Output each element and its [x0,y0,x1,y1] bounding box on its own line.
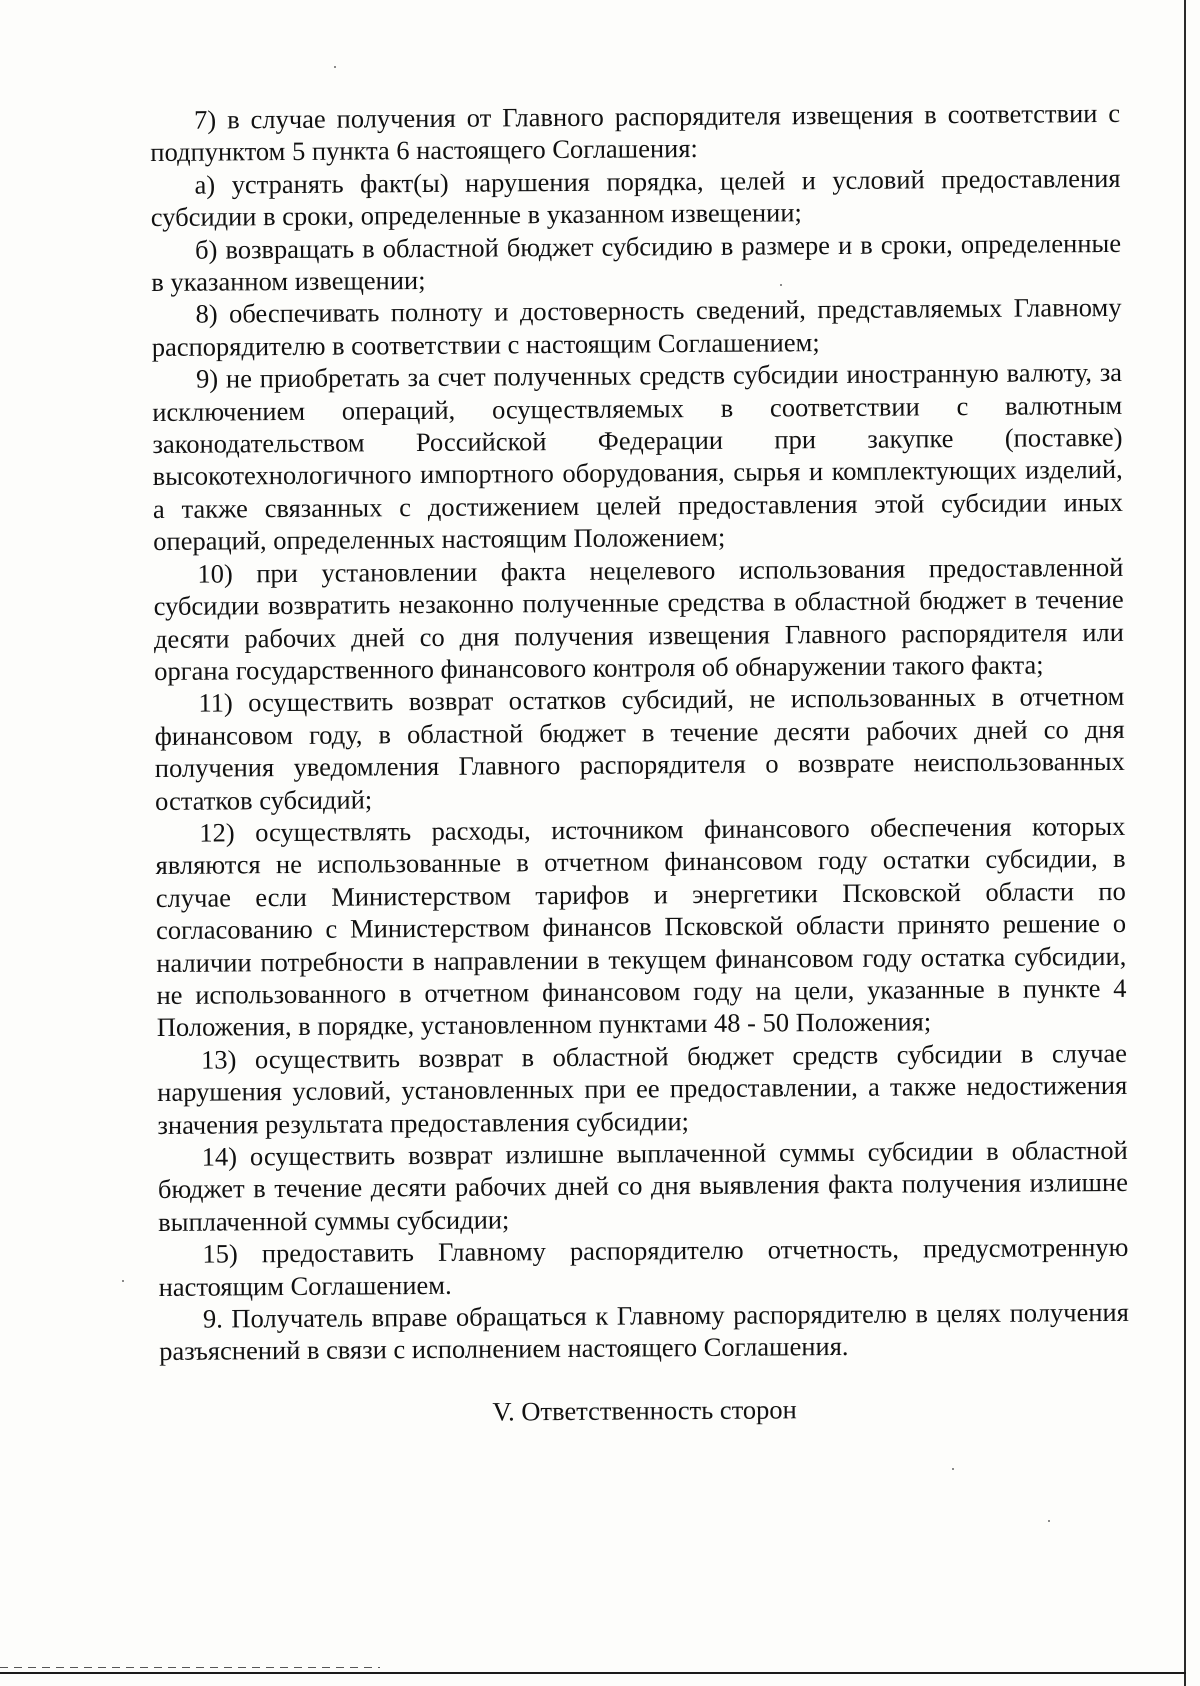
clause-13: 13) осуществить возврат в областной бюджет средств субсидии в случае нарушения условий, установленных при ее предоставлении, а также недостижения значения результата предоставления субсидии; [157,1037,1128,1140]
scan-speck [334,66,336,68]
page-edge-bottom-dashes [0,1667,380,1668]
clause-7-a: а) устранять факт(ы) нарушения порядка, целей и условий предоставления субсидии в сроки, определенные в указанном извещении; [150,162,1121,233]
clause-7-b: б) возвращать в областной бюджет субсидию в размере и в сроки, определенные в указанном извещении; [151,227,1122,298]
clause-9: 9) не приобретать за счет полученных средств субсидии иностранную валюту, за исключением операций, осуществляемых в соответствии с валютным законодательством Российской Федерации при закупке (поставке) высокотехнологичного импортного оборудования, сырья и комплектующих изделий, а также связанных с достижением целей предоставления этой субсидии иных операций, определенных настоящим Положением; [152,357,1124,557]
clause-14: 14) осуществить возврат излишне выплаченной суммы субсидии в областной бюджет в течение десяти рабочих дней со дня выявления факта получения излишне выплаченной суммы субсидии; [157,1134,1129,1237]
point-9: 9. Получатель вправе обращаться к Главному распорядителю в целях получения разъяснений в связи с исполнением настоящего Соглашения. [159,1296,1129,1367]
scan-speck [1048,1520,1050,1522]
clause-8: 8) обеспечивать полноту и достоверность сведений, представляемых Главному распорядителю в соответствии с настоящим Соглашением; [151,292,1122,362]
clause-7: 7) в случае получения от Главного распорядителя извещения в соответствии с подпунктом 5 пункта 6 настоящего Соглашения: [150,97,1121,168]
page-edge-right [1184,0,1186,1686]
clause-10: 10) при установлении факта нецелевого использования предоставленной субсидии возвратить незаконно полученные средства в областной бюджет в течение десяти рабочих дней со дня получения извещения Главного распорядителя или органа государственного финансового контроля об обнаружении такого факта; [153,551,1125,686]
section-heading: V. Ответственность сторон [492,1394,797,1427]
clause-11: 11) осуществить возврат остатков субсидий, не использованных в отчетном финансовом году, в областной бюджет в течение десяти рабочих дней со дня получения уведомления Главного распорядителя о возврате неиспользованных остатков субсидий; [154,681,1125,816]
document-body [150,97,1130,1430]
clause-15: 15) предоставить Главному распорядителю отчетность, предусмотренную настоящим Соглашением. [158,1232,1129,1302]
clause-12: 12) осуществлять расходы, источником финансового обеспечения которых являются не использованные в отчетном финансовом году остатки субсидии, в случае если Министерством тарифов и энергетики Псковской области по согласованию с Министерством финансов Псковской области принято решение о наличии потребности в направлении в текущем финансовом году остатка субсидии, не использованного в отчетном финансовом году на цели, указанные в пункте 4 Положения, в порядке, установленном пунктами 48 - 50 Положения; [155,810,1127,1043]
scan-speck [952,1468,954,1470]
scan-speck [122,1280,124,1282]
page-edge-bottom [0,1672,1186,1674]
